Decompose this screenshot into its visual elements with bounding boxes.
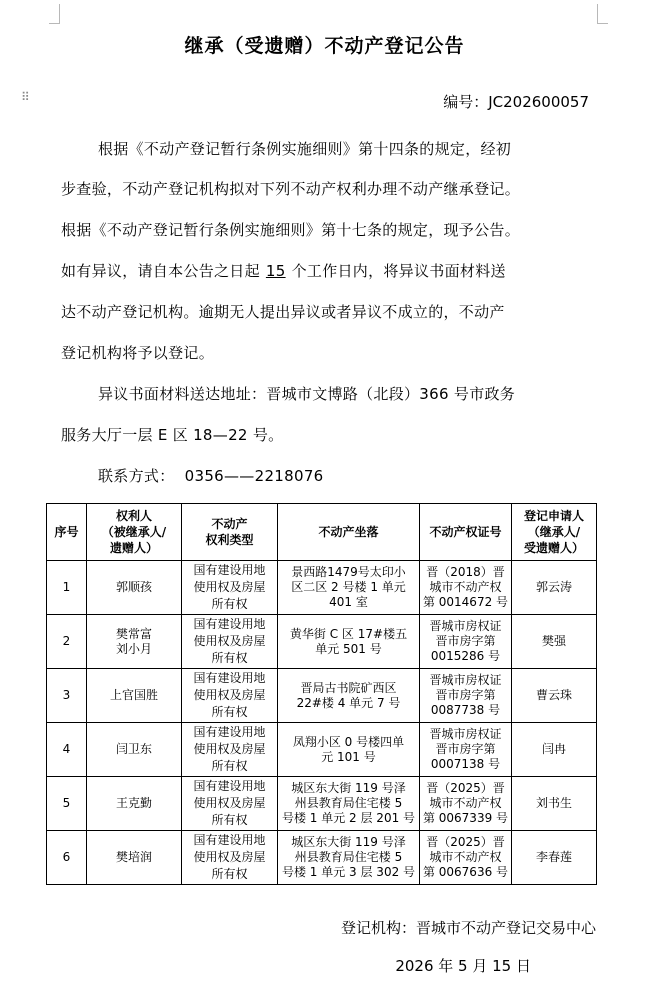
cell-certificate: 晋（2025）晋 城市不动产权 第 0067636 号 [420,831,512,885]
header-certificate: 不动产权证号 [420,504,512,561]
paragraph1-line2: 步查验，不动产登记机构拟对下列不动产权利办理不动产继承登记。 [61,180,521,198]
announcement-date: 2026 年 5 月 15 日 [395,957,531,975]
cell-certificate: 晋城市房权证 晋市房字第 0007138 号 [420,723,512,777]
cell-seq: 2 [47,615,87,669]
cell-certificate: 晋（2018）晋 城市不动产权 第 0014672 号 [420,561,512,615]
header-location: 不动产坐落 [278,504,420,561]
cell-seq: 4 [47,723,87,777]
cell-seq: 5 [47,777,87,831]
cell-seq: 6 [47,831,87,885]
header-seq: 序号 [47,504,87,561]
table-row [47,777,597,831]
table-header-row [47,504,597,561]
cell-applicant: 李春莲 [512,831,597,885]
paragraph1-line5: 达不动产登记机构。逾期无人提出异议或者异议不成立的，不动产 [61,303,505,321]
table-row [47,723,597,777]
cell-location: 黄华街 C 区 17#楼五 单元 501 号 [278,615,420,669]
cell-right-type: 国有建设用地 使用权及房屋 所有权 [182,831,278,885]
table-row [47,561,597,615]
cell-applicant: 闫冉 [512,723,597,777]
cell-applicant: 郭云涛 [512,561,597,615]
cell-right-type: 国有建设用地 使用权及房屋 所有权 [182,615,278,669]
line4-before: 如有异议，请自本公告之日起 [61,262,260,280]
cell-location: 城区东大街 119 号泽 州县教育局住宅楼 5 号楼 1 单元 3 层 302 号 [278,831,420,885]
cell-right-holder: 郭顺孩 [87,561,182,615]
cell-applicant: 曹云珠 [512,669,597,723]
days-count: 15 [265,262,286,280]
cell-certificate: 晋城市房权证 晋市房字第 0015286 号 [420,615,512,669]
paragraph1-line3: 根据《不动产登记暂行条例实施细则》第十七条的规定，现予公告。 [61,221,521,239]
drag-handle-icon[interactable]: ⠿ [21,90,31,104]
paragraph2-line1: 异议书面材料送达地址：晋城市文博路（北段）366 号市政务 [98,385,516,403]
line4-after: 个工作日内，将异议书面材料送 [291,262,506,280]
cell-location: 城区东大街 119 号泽 州县教育局住宅楼 5 号楼 1 单元 2 层 201 号 [278,777,420,831]
cell-seq: 3 [47,669,87,723]
table-row [47,831,597,885]
cell-right-type: 国有建设用地 使用权及房屋 所有权 [182,669,278,723]
paragraph1-line1: 根据《不动产登记暂行条例实施细则》第十四条的规定，经初 [98,140,512,158]
paragraph2-line2: 服务大厅一层 E 区 18—22 号。 [61,426,284,444]
registration-organization: 登记机构：晋城市不动产登记交易中心 [340,919,596,937]
cell-applicant: 樊强 [512,615,597,669]
cell-right-holder: 上官国胜 [87,669,182,723]
cell-right-type: 国有建设用地 使用权及房屋 所有权 [182,723,278,777]
header-right-holder: 权利人 （被继承人/ 遗赠人） [87,504,182,561]
registration-table [46,503,597,885]
cell-right-type: 国有建设用地 使用权及房屋 所有权 [182,777,278,831]
cell-right-type: 国有建设用地 使用权及房屋 所有权 [182,561,278,615]
document-number: 编号：JC202600057 [443,93,589,111]
cell-applicant: 刘书生 [512,777,597,831]
cell-right-holder: 闫卫东 [87,723,182,777]
cell-certificate: 晋（2025）晋 城市不动产权 第 0067339 号 [420,777,512,831]
table-row [47,669,597,723]
cell-location: 景西路1479号太印小 区二区 2 号楼 1 单元 401 室 [278,561,420,615]
header-right-type: 不动产 权利类型 [182,504,278,561]
header-applicant: 登记申请人 （继承人/ 受遗赠人） [512,504,597,561]
contact-info: 联系方式： 0356——2218076 [98,467,324,485]
paragraph1-line4 [61,260,601,281]
page-corner-mark-top-right [597,4,608,24]
page-corner-mark-top-left [49,4,60,24]
cell-seq: 1 [47,561,87,615]
cell-location: 晋局古书院矿西区 22#楼 4 单元 7 号 [278,669,420,723]
cell-location: 凤翔小区 0 号楼四单 元 101 号 [278,723,420,777]
document-title: 继承（受遗赠）不动产登记公告 [184,35,465,57]
cell-right-holder: 王克勤 [87,777,182,831]
cell-right-holder: 樊培润 [87,831,182,885]
table-row [47,615,597,669]
cell-certificate: 晋城市房权证 晋市房字第 0087738 号 [420,669,512,723]
cell-right-holder: 樊常富 刘小月 [87,615,182,669]
paragraph1-line6: 登记机构将予以登记。 [61,344,215,362]
